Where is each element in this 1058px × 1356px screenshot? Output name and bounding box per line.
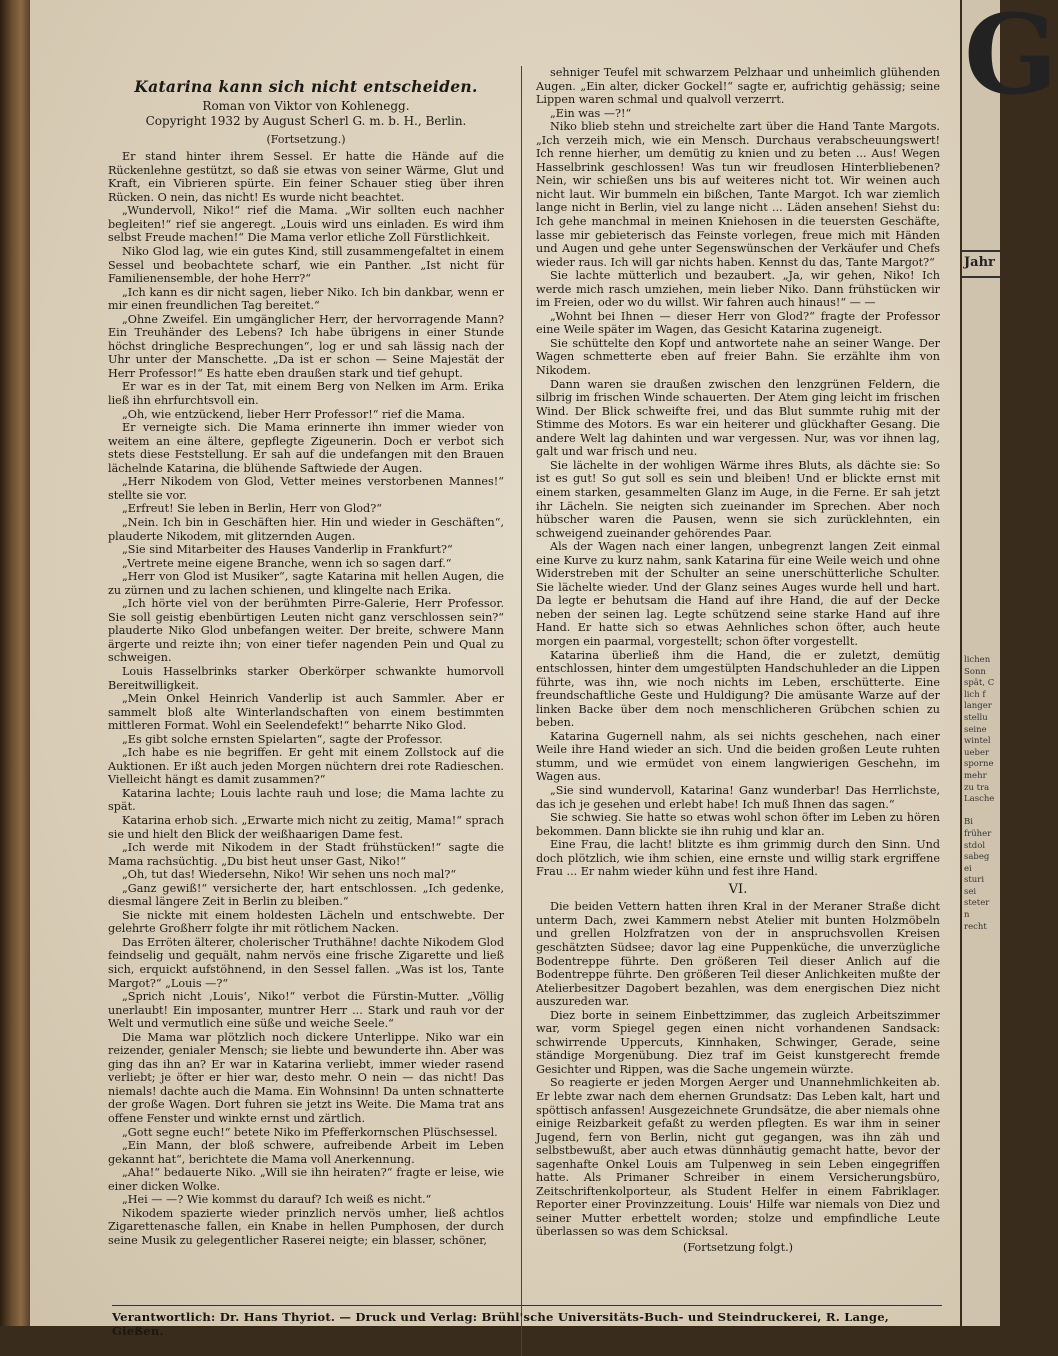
paragraph: Sie lachte mütterlich und bezaubert. „Ja, wir gehen, Niko! Ich werde mich rasch umziehen, mein lieber Niko. Dann frühstücken wir im Freien, oder wo du willst. Wir fahren auch hinaus!“ — — — [536, 269, 940, 310]
paragraph: Er verneigte sich. Die Mama erinnerte ihn immer wieder von weitem an eine ältere, gepflegte Zigeunerin. Doch er verbot sich stets diese Feststellung. Er sah auf die undefangen mit den Brauen lächelnde Katarina, die blühende Saftwiede der Augen. — [108, 421, 504, 475]
paragraph: Katarina lachte; Louis lachte rauh und lose; die Mama lachte zu spät. — [108, 786, 504, 814]
adjacent-text-fragments: lichen Sonn spät, C lich f langer stellu seine wintel ueber sporne mehr zu tra Lasche Bi früher stdol sabeg ei sturi sei steter n recht — [964, 655, 995, 932]
adjacent-header-word: Jahr — [964, 255, 995, 270]
paragraph: „Oh, tut das! Wiedersehn, Niko! Wir sehen uns noch mal?“ — [122, 868, 457, 882]
paragraph: Louis Hasselbrinks starker Oberkörper schwankte humorvoll Bereitwilligkeit. — [108, 664, 504, 692]
paragraph: „Vertrete meine eigene Branche, wenn ich so sagen darf.“ — [122, 556, 452, 570]
paragraph: „Aha!“ bedauerte Niko. „Will sie ihn heiraten?“ fragte er leise, wie einer dicken Wolke. — [108, 1166, 504, 1193]
paragraph: „Wohnt bei Ihnen — dieser Herr von Glod?“ fragte der Professor eine Weile später im Wagen, das Gesicht Katarina zugeneigt. — [536, 309, 940, 337]
paragraph: Niko Glod lag, wie ein gutes Kind, still zusammengefaltet in einem Sessel und beobachtete scharf, wie ein Panther. „Ist nicht für Familienensemble, der hohe Herr?“ — [108, 245, 504, 286]
column-right-body — [536, 66, 940, 879]
paragraph: „Herr von Glod ist Musiker“, sagte Katarina mit hellen Augen, die zu zürnen und zu lachen schienen, und klingelte nach Erika. — [108, 570, 504, 597]
paragraph: „Ich habe es nie begriffen. Er geht mit einem Zollstock auf die Auktionen. Er ißt auch jeden Morgen nüchtern drei rote Radieschen. Vielleicht hängt es damit zusammen?“ — [108, 746, 504, 787]
paragraph: „Wundervoll, Niko!“ rief die Mama. „Wir sollten euch nachher begleiten!“ rief sie angeregt. „Louis wird uns einladen. Es wird ihm selbst Freude machen!“ Die Mama verlor etliche Zoll Fürstlichkeit. — [108, 204, 504, 245]
paragraph: Sie schwieg. Sie hatte so etwas wohl schon öfter im Leben zu hören bekommen. Dann blickte sie ihn ruhig und klar an. — [536, 811, 940, 838]
paragraph: „Herr Nikodem von Glod, Vetter meines verstorbenen Mannes!“ stellte sie vor. — [108, 475, 504, 502]
paragraph: Das Erröten älterer, cholerischer Truthähne! dachte Nikodem Glod feindselig und gequält, nahm nervös eine frische Zigarette und ließ sich, erquickt aufstöhnend, in den Sessel fallen. „Was ist los, Tante Margot?“ „Louis —?“ — [108, 935, 504, 990]
paragraph: Katarina überließ ihm die Hand, die er zuletzt, demütig entschlossen, hinter dem umgestülpten Handschuhleder an die Lippen führte, was ihn, wie noch nichts im Leben, erschütterte. Eine freundschaftliche Geste und Huldigung? Die amüsante Warze auf der linken Backe über dem noch menschlicheren Grübchen schien zu beben. — [536, 648, 940, 730]
paragraph: „Ein Mann, der bloß schwere, aufreibende Arbeit im Leben gekannt hat“, berichtete die Mama voll Anerkennung. — [108, 1139, 504, 1166]
imprint-footer: Verantwortlich: Dr. Hans Thyriot. — Druck und Verlag: Brühl'sche Universitäts-Buch- und Steindruckerei, R. Lange, Gießen. — [112, 1305, 942, 1338]
article-subtitle: Roman von Viktor von Kohlenegg. — [202, 98, 410, 113]
paragraph: „Hei — —? Wie kommst du darauf? Ich weiß es nicht.“ — [122, 1193, 432, 1207]
adjacent-page — [962, 0, 1058, 1326]
paragraph: Dann waren sie draußen zwischen den lenzgrünen Feldern, die silbrig im frischen Winde schauerten. Der Atem ging leicht im frischen Wind. Der Blick schweifte frei, und das Blut summte ruhig mit der Stimme des Motors. Es war ein heiterer und glückhafter Gesang. Die andere Welt lag dahinten und war vergessen. Nur, was vor ihnen lag, galt und war frisch und neu. — [536, 377, 940, 459]
chapter-heading: VI. — [728, 881, 748, 897]
chapter-body — [536, 900, 940, 1239]
column-left-body — [108, 150, 504, 1247]
paragraph: Sie lächelte in der wohligen Wärme ihres Bluts, als dächte sie: So ist es gut! So gut soll es sein und bleiben! Und er blickte ernst mit einem starken, gesammelten Glanz im Auge, in die Ferne. Er sah jetzt ihr Lächeln. Sie neigten sich zueinander im Sprechen. Aber noch hübscher waren die Pausen, wenn sie sich zurücklehnten, ein schweigend zueinander gehörendes Paar. — [536, 458, 940, 540]
paragraph: „Nein. Ich bin in Geschäften hier. Hin und wieder in Geschäften“, plauderte Nikodem, mit glitzernden Augen. — [108, 515, 504, 543]
paragraph: „Ich kann es dir nicht sagen, lieber Niko. Ich bin dankbar, wenn er mir einen freundlichen Tag bereitet.“ — [108, 285, 504, 313]
paragraph: „Ich hörte viel von der berühmten Pirre-Galerie, Herr Professor. Sie soll geistig ebenbürtigen Leuten nicht ganz verschlossen sein?“ plauderte Niko Glod unbefangen weiter. Der breite, schwere Mann ärgerte und reizte ihn; von einer tiefer nagenden Pein und Qual zu schweigen. — [108, 597, 504, 665]
paragraph: „Sie sind wundervoll, Katarina! Ganz wunderbar! Das Herrlichste, das ich je gesehen und erlebt habe! Ich muß Ihnen das sagen.“ — [536, 783, 940, 811]
paragraph: Katarina Gugernell nahm, als sei nichts geschehen, nach einer Weile ihre Hand wieder an sich. Und die beiden großen Leute ruhten stumm, und wie ermüdet von einem langwierigen Geschehn, im Wagen aus. — [536, 729, 940, 784]
paragraph: „Erfreut! Sie leben in Berlin, Herr von Glod?“ — [122, 502, 382, 516]
paragraph: Er stand hinter ihrem Sessel. Er hatte die Hände auf die Rückenlehne gestützt, so daß sie etwas von seiner Wärme, Glut und Kraft, ein Vibrieren spürte. Ein feiner Schauer stieg über ihren Rücken. O nein, das nicht! Es wurde nicht beachtet. — [108, 150, 504, 204]
paragraph: Diez borte in seinem Einbettzimmer, das zugleich Arbeitszimmer war, vorm Spiegel gegen einen nicht vorhandenen Sandsack: schwirrende Uppercuts, Kinnhaken, Schwinger, Gerade, seine ständige Morgenübung. Diez traf im Geist kunstgerecht fremde Gesichter und Rippen, was die Sache ungemein würzte. — [536, 1008, 940, 1076]
paragraph: „Ohne Zweifel. Ein umgänglicher Herr, der hervorragende Mann? Ein Treuhänder des Lebens? Ich habe übrigens in einer Stunde höchst dringliche Besprechungen“, log er und sah lässig nach der Uhr unter der Manschette. „Da ist er schon — Seine Majestät der Herr Professor!“ Es hatte eben draußen stark und tief gehupt. — [108, 312, 504, 380]
book-binding — [0, 0, 30, 1326]
article-copyright: Copyright 1932 by August Scherl G. m. b. H., Berlin. — [145, 114, 467, 129]
paragraph: „Oh, wie entzückend, lieber Herr Professor!“ rief die Mama. — [122, 407, 466, 421]
paragraph: Sie schüttelte den Kopf und antwortete nahe an seiner Wange. Der Wagen schmetterte eben auf freier Bahn. Sie erzählte ihm von Nikodem. — [536, 336, 940, 378]
paragraph: „Ganz gewiß!“ versicherte der, hart entschlossen. „Ich gedenke, diesmal längere Zeit in Berlin zu bleiben.“ — [108, 881, 504, 909]
adjacent-rule — [962, 250, 1000, 252]
paragraph: „Sprich nicht ‚Louis‘, Niko!“ verbot die Fürstin-Mutter. „Völlig unerlaubt! Ein imposanter, muntrer Herr ... Stark und rauh vor der Welt und vermutlich eine süße und weiche Seele.“ — [108, 990, 504, 1031]
paragraph: sehniger Teufel mit schwarzem Pelzhaar und unheimlich glühenden Augen. „Ein alter, dicker Gockel!“ sagte er, aufrichtig gehässig; seine Lippen waren schmal und qualvoll verzerrt. — [536, 66, 940, 107]
paragraph: „Es gibt solche ernsten Spielarten“, sagte der Professor. — [122, 732, 443, 746]
paragraph: Sie nickte mit einem holdesten Lächeln und entschwebte. Der gelehrte Großherr folgte ihr mit rötlichem Nacken. — [108, 908, 504, 936]
adjacent-rule — [962, 276, 1000, 278]
column-right — [536, 66, 940, 1255]
paragraph: Er war es in der Tat, mit einem Berg von Nelken im Arm. Erika ließ ihn ehrfurchtsvoll ein. — [108, 380, 504, 408]
paragraph: Niko blieb stehn und streichelte zart über die Hand Tante Margots. „Ich verzeih mich, wie ein Mensch. Durchaus verabscheuungswert! Ich renne hierher, um demütig zu knien und zu beten ... Aus! Wegen Hasselbrink geschlossen! Was tun wir freudlosen Hinterbliebenen? Nein, wir schießen uns bis auf weiteres nicht tot. Wir weinen auch nicht laut. Wir bummeln ein bißchen, Tante Margot. Ich war ziemlich lange nicht in Berlin, viel zu lange nicht ... Läden ansehen! Siehst du: Ich gehe manchmal in meinen Kniehosen in die teuersten Geschäfte, lasse mir gebieterisch das Feinste vorlegen, freue mich mit Händen und Augen und gehe unter Segenswünschen der Verkäufer und Chefs wieder raus. Ich will gar nichts haben. Kennst du das, Tante Margot?“ — [536, 120, 940, 269]
paragraph: „Sie sind Mitarbeiter des Hauses Vanderlip in Frankfurt?“ — [122, 543, 453, 557]
continued-next: (Fortsetzung folgt.) — [682, 1241, 793, 1255]
paragraph: Die beiden Vettern hatten ihren Kral in der Meraner Straße dicht unterm Dach, zwei Kammern nebst Atelier mit bunten Holzmöbeln und grellen Holzfratzen von der in anspruchsvollen Kreisen geschätzten Südsee; davor lag eine Puppenküche, die unverzügliche Bodentreppe führte. Den größeren Teil dieser Anlich auf die Bodentreppe führte. Den größeren Teil dieser Anlichkeiten mußte der Atelierbesitzer Dagobert bezahlen, was dem energischen Diez nicht auszureden war. — [536, 900, 940, 1009]
paragraph: Als der Wagen nach einer langen, unbegrenzt langen Zeit einmal eine Kurve zu kurz nahm, sank Katarina für eine Weile weich und ohne Widerstreben mit der Schulter an seine unerschütterliche Schulter. Sie lächelte wieder. Und der Glanz seines Auges wurde hell und hart. Da legte er behutsam die Hand auf ihre Hand, die auf der Decke neben der seinen lag. Legte schützend seine starke Hand auf ihre Hand. Er hatte sich so etwas Aehnliches schon öfter, auch heute morgen ein paarmal, vorgestellt; schon öfter vorgestellt. — [536, 540, 940, 648]
column-left — [108, 70, 504, 1247]
article-title: Katarina kann sich nicht entscheiden. — [134, 77, 478, 96]
paragraph: So reagierte er jeden Morgen Aerger und Unannehmlichkeiten ab. Er lebte zwar nach dem ehernen Grundsatz: Das Leben kalt, hart und spöttisch anfassen! Ausgezeichnete Grundsätze, die aber niemals ohne einige Reizbarkeit gefaßt zu werden pflegten. Es war ihm in seiner Jugend, fern von Berlin, nicht gut gegangen, was ihn zäh und selbstbewußt, aber auch etwas dünnhäutig gemacht hatte, bevor der sagenhafte Onkel Louis am Tulpenweg in sein Leben eingegriffen hatte. Als Primaner Schreiber in einem Versicherungsbüro, Zeitschriftenkolporteur, als Student Helfer in einem Fabriklager. Reporter einer Provinzzeitung. Louis' Hilfe war niemals von Diez und seiner Mutter erbettelt worden; stolze und empfindliche Leute überlassen so was dem Schicksal. — [536, 1076, 940, 1239]
paragraph: „Ich werde mit Nikodem in der Stadt frühstücken!“ sagte die Mama rachsüchtig. „Du bist heut unser Gast, Niko!“ — [108, 841, 504, 868]
paragraph: Nikodem spazierte wieder prinzlich nervös umher, ließ achtlos Zigarettenasche fallen, ein Knabe in hellen Pumphosen, der durch seine Musik zu gelegentlicher Raserei neigte; ein blasser, schöner, — [108, 1206, 504, 1247]
column-divider — [521, 66, 522, 1356]
paragraph: „Mein Onkel Heinrich Vanderlip ist auch Sammler. Aber er sammelt bloß alte Winterlandschaften von einem bestimmten mittleren Format. Wohl ein Seelendefekt!“ beharrte Niko Glod. — [108, 692, 504, 733]
paragraph: Die Mama war plötzlich noch dickere Unterlippe. Niko war ein reizender, genialer Mensch; sie liebte und bewunderte ihn. Aber was ging das ihn an? Er war in Katarina verliebt, immer wieder rasend verliebt; je öfter er hier war, desto mehr. O nein — das nicht! Das niemals! dachte auch die Mama. Ein Wohnsinn! Da unten schnatterte der große Wagen. Dort fuhren sie jetzt ins Weite. Die Mama trat ans offene Fenster und winkte ernst und zärtlich. — [108, 1030, 504, 1126]
paragraph: „Gott segne euch!“ betete Niko im Pfefferkornschen Plüschsessel. — [122, 1125, 498, 1139]
paragraph: „Ein was —?!“ — [550, 106, 632, 120]
adjacent-header-letter: G — [964, 0, 1058, 119]
paragraph: Eine Frau, die lacht! blitzte es ihm grimmig durch den Sinn. Und doch plötzlich, wie ihm schien, eine ernste und willig stark ergriffene Frau ... Er nahm wieder kühn und fest ihre Hand. — [536, 838, 940, 879]
paragraph: Katarina erhob sich. „Erwarte mich nicht zu zeitig, Mama!“ sprach sie und hielt den Blick der weißhaarigen Dame fest. — [108, 813, 504, 841]
continued-label: (Fortsetzung.) — [266, 132, 346, 146]
